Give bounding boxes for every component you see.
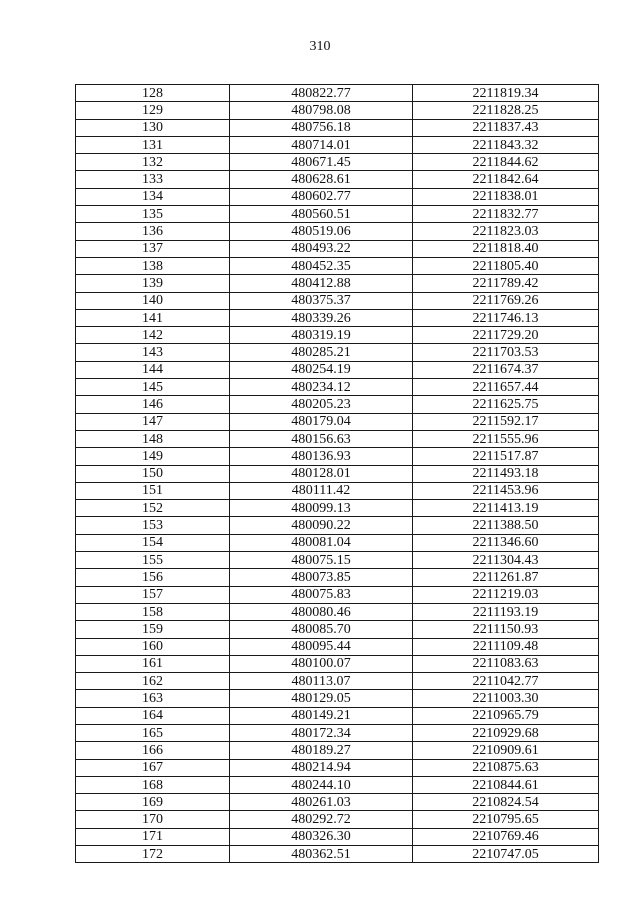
point-number-cell: 153 — [76, 517, 230, 534]
y-coordinate-cell: 2211346.60 — [413, 534, 599, 551]
page-number: 310 — [309, 39, 331, 54]
table-row — [76, 275, 599, 292]
x-coordinate-cell: 480519.06 — [230, 223, 413, 240]
x-coordinate-cell: 480362.51 — [230, 846, 413, 863]
table-row — [76, 292, 599, 309]
y-coordinate-cell: 2211789.42 — [413, 275, 599, 292]
x-coordinate-cell: 480234.12 — [230, 379, 413, 396]
y-coordinate-cell: 2211805.40 — [413, 257, 599, 274]
x-coordinate-cell: 480339.26 — [230, 309, 413, 326]
point-number-cell: 132 — [76, 154, 230, 171]
point-number-cell: 159 — [76, 621, 230, 638]
point-number-cell: 136 — [76, 223, 230, 240]
y-coordinate-cell: 2211453.96 — [413, 482, 599, 499]
y-coordinate-cell: 2211150.93 — [413, 621, 599, 638]
table-row — [76, 517, 599, 534]
table-row — [76, 188, 599, 205]
y-coordinate-cell: 2211219.03 — [413, 586, 599, 603]
x-coordinate-cell: 480095.44 — [230, 638, 413, 655]
point-number-cell: 155 — [76, 552, 230, 569]
x-coordinate-cell: 480602.77 — [230, 188, 413, 205]
table-row — [76, 136, 599, 153]
point-number-cell: 164 — [76, 707, 230, 724]
y-coordinate-cell: 2211657.44 — [413, 379, 599, 396]
y-coordinate-cell: 2211003.30 — [413, 690, 599, 707]
y-coordinate-cell: 2211193.19 — [413, 603, 599, 620]
y-coordinate-cell: 2211388.50 — [413, 517, 599, 534]
y-coordinate-cell: 2211413.19 — [413, 500, 599, 517]
point-number-cell: 171 — [76, 828, 230, 845]
x-coordinate-cell: 480111.42 — [230, 482, 413, 499]
table-row — [76, 396, 599, 413]
table-row — [76, 257, 599, 274]
y-coordinate-cell: 2211818.40 — [413, 240, 599, 257]
table-row — [76, 794, 599, 811]
x-coordinate-cell: 480375.37 — [230, 292, 413, 309]
table-row — [76, 240, 599, 257]
point-number-cell: 146 — [76, 396, 230, 413]
point-number-cell: 144 — [76, 361, 230, 378]
x-coordinate-cell: 480756.18 — [230, 119, 413, 136]
point-number-cell: 154 — [76, 534, 230, 551]
point-number-cell: 139 — [76, 275, 230, 292]
y-coordinate-cell: 2210875.63 — [413, 759, 599, 776]
x-coordinate-cell: 480714.01 — [230, 136, 413, 153]
y-coordinate-cell: 2210844.61 — [413, 776, 599, 793]
table-row — [76, 171, 599, 188]
y-coordinate-cell: 2211837.43 — [413, 119, 599, 136]
y-coordinate-cell: 2211844.62 — [413, 154, 599, 171]
x-coordinate-cell: 480493.22 — [230, 240, 413, 257]
table-row — [76, 448, 599, 465]
x-coordinate-cell: 480254.19 — [230, 361, 413, 378]
table-row — [76, 621, 599, 638]
y-coordinate-cell: 2211517.87 — [413, 448, 599, 465]
table-row — [76, 361, 599, 378]
point-number-cell: 156 — [76, 569, 230, 586]
y-coordinate-cell: 2211592.17 — [413, 413, 599, 430]
y-coordinate-cell: 2211832.77 — [413, 206, 599, 223]
y-coordinate-cell: 2211729.20 — [413, 327, 599, 344]
y-coordinate-cell: 2211625.75 — [413, 396, 599, 413]
x-coordinate-cell: 480129.05 — [230, 690, 413, 707]
table-row — [76, 811, 599, 828]
x-coordinate-cell: 480172.34 — [230, 724, 413, 741]
point-number-cell: 170 — [76, 811, 230, 828]
point-number-cell: 133 — [76, 171, 230, 188]
table-row — [76, 742, 599, 759]
point-number-cell: 137 — [76, 240, 230, 257]
table-row — [76, 724, 599, 741]
y-coordinate-cell: 2211828.25 — [413, 102, 599, 119]
table-row — [76, 119, 599, 136]
point-number-cell: 157 — [76, 586, 230, 603]
point-number-cell: 172 — [76, 846, 230, 863]
x-coordinate-cell: 480080.46 — [230, 603, 413, 620]
table-row — [76, 690, 599, 707]
y-coordinate-cell: 2211838.01 — [413, 188, 599, 205]
point-number-cell: 131 — [76, 136, 230, 153]
table-row — [76, 759, 599, 776]
x-coordinate-cell: 480560.51 — [230, 206, 413, 223]
y-coordinate-cell: 2211674.37 — [413, 361, 599, 378]
x-coordinate-cell: 480128.01 — [230, 465, 413, 482]
x-coordinate-cell: 480326.30 — [230, 828, 413, 845]
x-coordinate-cell: 480671.45 — [230, 154, 413, 171]
y-coordinate-cell: 2211042.77 — [413, 673, 599, 690]
x-coordinate-cell: 480100.07 — [230, 655, 413, 672]
table-row — [76, 85, 599, 102]
x-coordinate-cell: 480090.22 — [230, 517, 413, 534]
table-row — [76, 673, 599, 690]
y-coordinate-cell: 2211304.43 — [413, 552, 599, 569]
table-row — [76, 569, 599, 586]
x-coordinate-cell: 480822.77 — [230, 85, 413, 102]
point-number-cell: 166 — [76, 742, 230, 759]
table-row — [76, 707, 599, 724]
y-coordinate-cell: 2211842.64 — [413, 171, 599, 188]
point-number-cell: 162 — [76, 673, 230, 690]
table-row — [76, 223, 599, 240]
x-coordinate-cell: 480149.21 — [230, 707, 413, 724]
x-coordinate-cell: 480412.88 — [230, 275, 413, 292]
x-coordinate-cell: 480136.93 — [230, 448, 413, 465]
table-row — [76, 534, 599, 551]
point-number-cell: 148 — [76, 430, 230, 447]
table-row — [76, 846, 599, 863]
table-row — [76, 154, 599, 171]
x-coordinate-cell: 480244.10 — [230, 776, 413, 793]
table-row — [76, 327, 599, 344]
x-coordinate-cell: 480628.61 — [230, 171, 413, 188]
y-coordinate-cell: 2210824.54 — [413, 794, 599, 811]
table-row — [76, 603, 599, 620]
x-coordinate-cell: 480085.70 — [230, 621, 413, 638]
y-coordinate-cell: 2211843.32 — [413, 136, 599, 153]
table-row — [76, 655, 599, 672]
point-number-cell: 142 — [76, 327, 230, 344]
table-row — [76, 828, 599, 845]
x-coordinate-cell: 480099.13 — [230, 500, 413, 517]
y-coordinate-cell: 2210747.05 — [413, 846, 599, 863]
table-row — [76, 430, 599, 447]
point-number-cell: 163 — [76, 690, 230, 707]
x-coordinate-cell: 480261.03 — [230, 794, 413, 811]
table-row — [76, 102, 599, 119]
table-row — [76, 309, 599, 326]
point-number-cell: 141 — [76, 309, 230, 326]
table-row — [76, 413, 599, 430]
point-number-cell: 152 — [76, 500, 230, 517]
y-coordinate-cell: 2211109.48 — [413, 638, 599, 655]
point-number-cell: 138 — [76, 257, 230, 274]
table-row — [76, 482, 599, 499]
table-row — [76, 776, 599, 793]
x-coordinate-cell: 480285.21 — [230, 344, 413, 361]
coordinates-table-body — [76, 85, 599, 863]
point-number-cell: 151 — [76, 482, 230, 499]
point-number-cell: 140 — [76, 292, 230, 309]
point-number-cell: 150 — [76, 465, 230, 482]
table-row — [76, 379, 599, 396]
coordinates-table — [75, 84, 599, 863]
x-coordinate-cell: 480113.07 — [230, 673, 413, 690]
point-number-cell: 169 — [76, 794, 230, 811]
point-number-cell: 147 — [76, 413, 230, 430]
y-coordinate-cell: 2210769.46 — [413, 828, 599, 845]
table-row — [76, 344, 599, 361]
x-coordinate-cell: 480189.27 — [230, 742, 413, 759]
point-number-cell: 167 — [76, 759, 230, 776]
table-row — [76, 500, 599, 517]
y-coordinate-cell: 2211261.87 — [413, 569, 599, 586]
point-number-cell: 135 — [76, 206, 230, 223]
x-coordinate-cell: 480205.23 — [230, 396, 413, 413]
y-coordinate-cell: 2211769.26 — [413, 292, 599, 309]
x-coordinate-cell: 480798.08 — [230, 102, 413, 119]
table-row — [76, 206, 599, 223]
point-number-cell: 130 — [76, 119, 230, 136]
x-coordinate-cell: 480073.85 — [230, 569, 413, 586]
x-coordinate-cell: 480292.72 — [230, 811, 413, 828]
x-coordinate-cell: 480319.19 — [230, 327, 413, 344]
point-number-cell: 143 — [76, 344, 230, 361]
point-number-cell: 129 — [76, 102, 230, 119]
y-coordinate-cell: 2211746.13 — [413, 309, 599, 326]
x-coordinate-cell: 480075.83 — [230, 586, 413, 603]
table-row — [76, 638, 599, 655]
point-number-cell: 168 — [76, 776, 230, 793]
table-row — [76, 586, 599, 603]
y-coordinate-cell: 2210795.65 — [413, 811, 599, 828]
y-coordinate-cell: 2210965.79 — [413, 707, 599, 724]
y-coordinate-cell: 2211823.03 — [413, 223, 599, 240]
point-number-cell: 161 — [76, 655, 230, 672]
table-row — [76, 552, 599, 569]
x-coordinate-cell: 480214.94 — [230, 759, 413, 776]
y-coordinate-cell: 2211819.34 — [413, 85, 599, 102]
y-coordinate-cell: 2211493.18 — [413, 465, 599, 482]
point-number-cell: 149 — [76, 448, 230, 465]
y-coordinate-cell: 2211083.63 — [413, 655, 599, 672]
x-coordinate-cell: 480452.35 — [230, 257, 413, 274]
point-number-cell: 158 — [76, 603, 230, 620]
point-number-cell: 128 — [76, 85, 230, 102]
y-coordinate-cell: 2211703.53 — [413, 344, 599, 361]
y-coordinate-cell: 2210909.61 — [413, 742, 599, 759]
x-coordinate-cell: 480179.04 — [230, 413, 413, 430]
y-coordinate-cell: 2210929.68 — [413, 724, 599, 741]
point-number-cell: 165 — [76, 724, 230, 741]
table-row — [76, 465, 599, 482]
point-number-cell: 134 — [76, 188, 230, 205]
y-coordinate-cell: 2211555.96 — [413, 430, 599, 447]
point-number-cell: 160 — [76, 638, 230, 655]
x-coordinate-cell: 480081.04 — [230, 534, 413, 551]
x-coordinate-cell: 480156.63 — [230, 430, 413, 447]
point-number-cell: 145 — [76, 379, 230, 396]
x-coordinate-cell: 480075.15 — [230, 552, 413, 569]
